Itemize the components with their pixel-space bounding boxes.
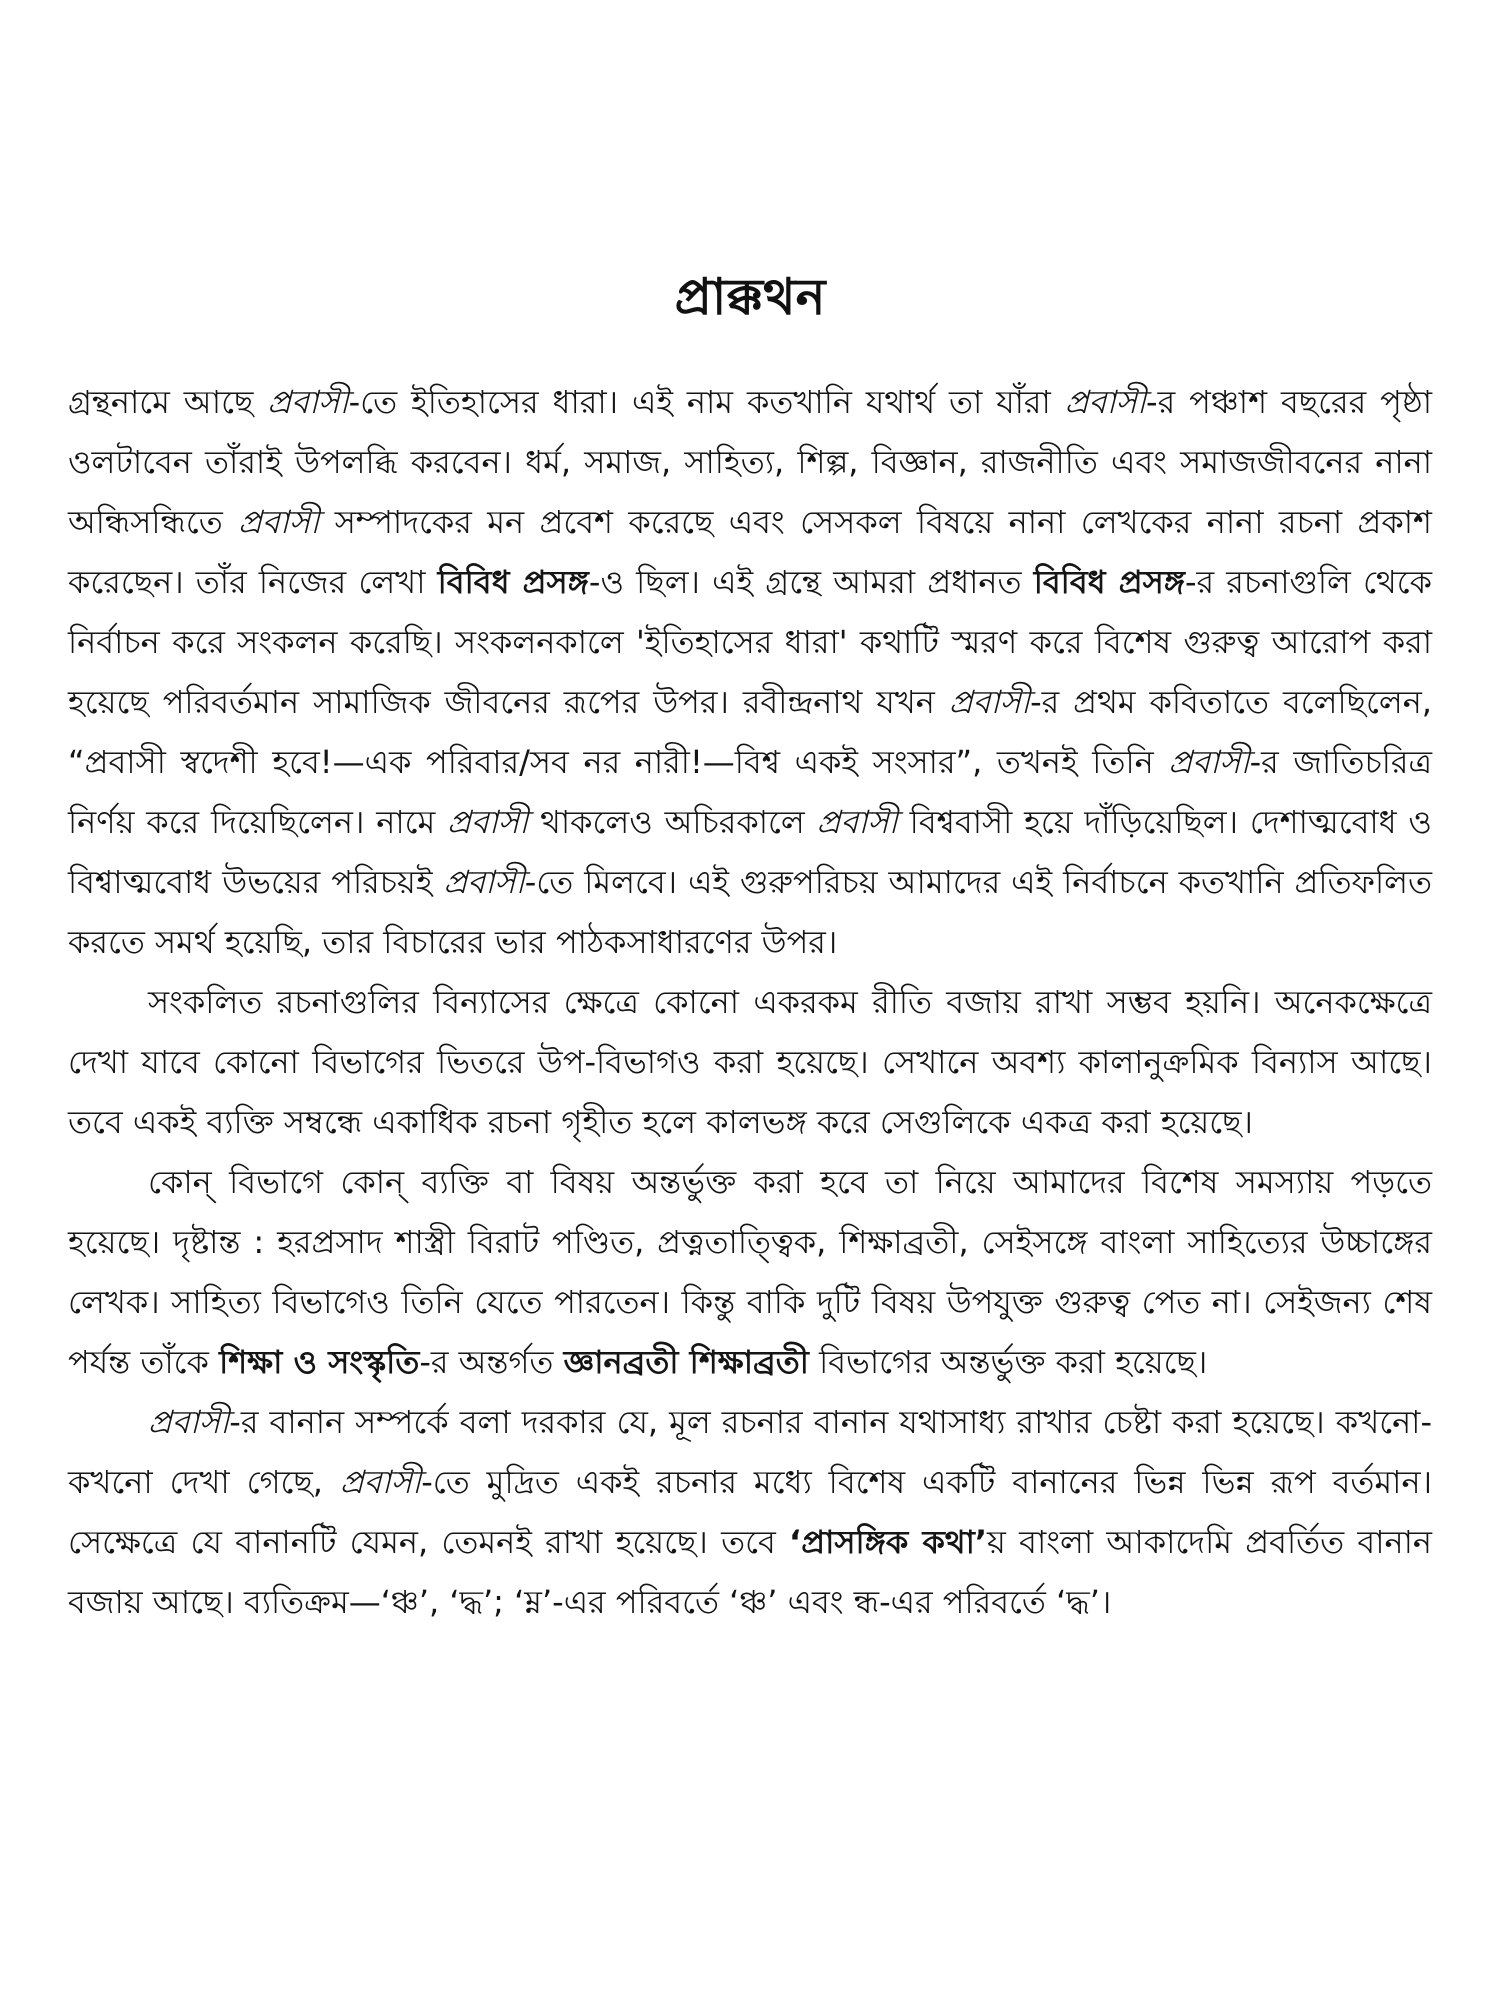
- italic-text: প্রবাসী: [339, 1463, 422, 1501]
- text-run: থাকলেও অচিরকালে: [528, 803, 817, 841]
- text-run: -ও ছিল। এই গ্রন্থে আমরা প্রধানত: [588, 563, 1034, 601]
- text-run: -তে মুদ্রিত একই রচনার মধ্যে বিশেষ একটি বানানের ভিন্ন ভিন্ন রূপ বর্তমান। সেক্ষেত্রে যে বানানটি যেমন, তেমনই রাখা হয়েছে। তবে: [68, 1463, 1433, 1561]
- italic-text: প্রবাসী: [1064, 383, 1147, 421]
- italic-text: প্রবাসী: [148, 1403, 230, 1441]
- paragraph-1: [68, 372, 1432, 972]
- text-run: -র অন্তর্গত: [419, 1343, 564, 1381]
- bold-text: ‘প্রাসঙ্গিক কথা’: [789, 1523, 988, 1561]
- paragraph-4: [68, 1392, 1432, 1632]
- italic-text: প্রবাসী: [267, 383, 349, 421]
- text-run: বিভাগের অন্তর্ভুক্ত করা হয়েছে।: [808, 1343, 1208, 1381]
- text-run: -র প্রথম কবিতাতে বলেছিলেন, “প্রবাসী স্বদেশী হবে!—এক পরিবার/সব নর নারী!—বিশ্ব একই সংসার”, তখনই তিনি: [68, 683, 1432, 781]
- text-run: বিশ্ববাসী হয়ে দাঁড়িয়েছিল। দেশাত্মবোধ ও বিশ্বাত্মবোধ উভয়ের পরিচয়ই: [68, 803, 1432, 901]
- italic-text: প্রবাসী: [447, 803, 529, 841]
- text-run: -র জাতিচরিত্র নির্ণয় করে দিয়েছিলেন। নামে: [68, 743, 1433, 841]
- bold-text: শিক্ষা ও সংস্কৃতি: [219, 1343, 420, 1381]
- text-run: য় বাংলা আকাদেমি প্রবর্তিত বানান বজায় আছে। ব্যতিক্রম—‘ঞ্চ’, ‘দ্ধ’; ‘ম্ন’-এর পরিবর্তে ‘ঞ্চ’ এবং ন্ধ-এর পরিবর্তে ‘দ্ধ’।: [68, 1523, 1432, 1621]
- bold-text: বিবিধ প্রসঙ্গ: [437, 563, 589, 601]
- paragraph-3: [68, 1152, 1432, 1392]
- preface-body: [68, 372, 1432, 1632]
- text-run: সংকলিত রচনাগুলির বিন্যাসের ক্ষেত্রে কোনো একরকম রীতি বজায় রাখা সম্ভব হয়নি। অনেকক্ষেত্রে দেখা যাবে কোনো বিভাগের ভিতরে উপ-বিভাগও করা হয়েছে। সেখানে অবশ্য কালানুক্রমিক বিন্যাস আছে। তবে একই ব্যক্তি সম্বন্ধে একাধিক রচনা গৃহীত হলে কালভঙ্গ করে সেগুলিকে একত্র করা হয়েছে।: [68, 983, 1432, 1141]
- text-run: -র পঞ্চাশ বছরের পৃষ্ঠা ওলটাবেন তাঁরাই উপলব্ধি করবেন। ধর্ম, সমাজ, সাহিত্য, শিল্প, বিজ্ঞান, রাজনীতি এবং সমাজজীবনের নানা অন্ধিসন্ধিতে: [68, 383, 1432, 541]
- bold-text: বিবিধ প্রসঙ্গ: [1033, 563, 1185, 601]
- paragraph-2: [68, 972, 1432, 1152]
- text-run: -র বানান সম্পর্কে বলা দরকার যে, মূল রচনার বানান যথাসাধ্য রাখার চেষ্টা করা হয়েছে। কখনো-কখনো দেখা গেছে,: [68, 1403, 1432, 1501]
- text-run: -তে মিলবে। এই গুরুপরিচয় আমাদের এই নির্বাচনে কতখানি প্রতিফলিত করতে সমর্থ হয়েছি, তার বিচারের ভার পাঠকসাধারণের উপর।: [68, 863, 1432, 961]
- text-run: কোন্ বিভাগে কোন্ ব্যক্তি বা বিষয় অন্তর্ভুক্ত করা হবে তা নিয়ে আমাদের বিশেষ সমস্যায় পড়তে হয়েছে। দৃষ্টান্ত : হরপ্রসাদ শাস্ত্রী বিরাট পণ্ডিত, প্রত্নতাত্ত্বিক, শিক্ষাব্রতী, সেইসঙ্গে বাংলা সাহিত্যের উচ্চাঙ্গের লেখক। সাহিত্য বিভাগেও তিনি যেতে পারতেন। কিন্তু বাকি দুটি বিষয় উপযুক্ত গুরুত্ব পেত না। সেইজন্য শেষ পর্যন্ত তাঁকে: [68, 1163, 1432, 1381]
- italic-text: প্রবাসী: [816, 803, 898, 841]
- text-run: -তে ইতিহাসের ধারা। এই নাম কতখানি যথার্থ তা যাঁরা: [348, 383, 1065, 421]
- text-run: -র রচনাগুলি থেকে নির্বাচন করে সংকলন করেছি। সংকলনকালে 'ইতিহাসের ধারা' কথাটি স্মরণ করে বিশেষ গুরুত্ব আরোপ করা হয়েছে পরিবর্তমান সামাজিক জীবনের রূপের উপর। রবীন্দ্রনাথ যখন: [68, 563, 1433, 721]
- text-run: গ্রন্থনামে আছে: [68, 383, 268, 421]
- italic-text: প্রবাসী: [443, 863, 525, 901]
- text-run: সম্পাদকের মন প্রবেশ করেছে এবং সেসকল বিষয়ে নানা লেখকের নানা রচনা প্রকাশ করেছেন। তাঁর নিজের লেখা: [68, 503, 1432, 601]
- italic-text: প্রবাসী: [1168, 743, 1250, 781]
- italic-text: প্রবাসী: [238, 503, 320, 541]
- page-title: প্রাক্কথন: [674, 268, 826, 326]
- italic-text: প্রবাসী: [948, 683, 1031, 721]
- bold-text: জ্ঞানব্রতী শিক্ষাব্রতী: [563, 1343, 809, 1381]
